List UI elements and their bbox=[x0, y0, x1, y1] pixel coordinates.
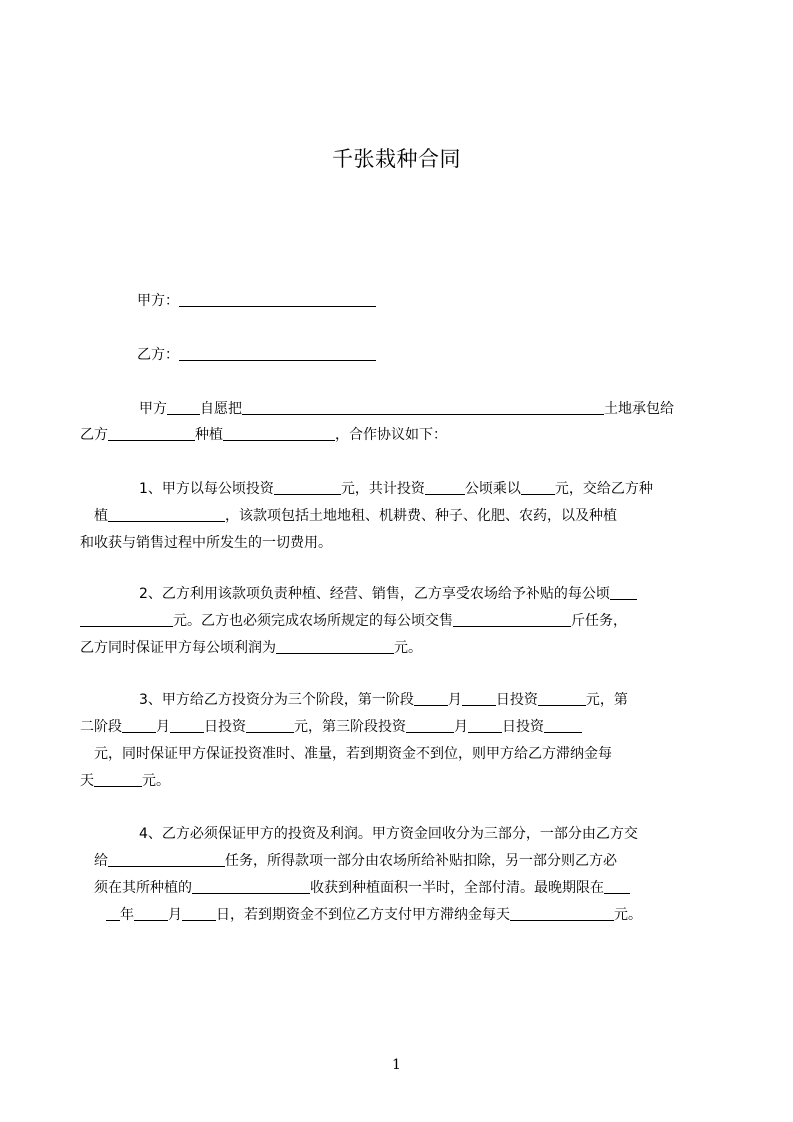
blank[interactable] bbox=[223, 426, 335, 441]
clause1-line-2 bbox=[94, 507, 617, 525]
clause3-line-3 bbox=[94, 745, 612, 763]
text: 元。乙方也必须完成农场所规定的每公顷交售 bbox=[173, 613, 453, 629]
text: 元，共计投资 bbox=[340, 481, 425, 497]
text: 日投资 bbox=[204, 719, 246, 735]
party-b-line bbox=[137, 346, 376, 364]
text: 元，同时保证甲方保证投资准时、准量，若到期资金不到位，则甲方给乙方滞纳金每 bbox=[94, 746, 612, 762]
text: 给 bbox=[94, 853, 108, 869]
blank[interactable] bbox=[425, 480, 465, 495]
blank[interactable] bbox=[108, 507, 225, 522]
text: 乙方 bbox=[80, 427, 108, 443]
blank[interactable] bbox=[94, 772, 142, 787]
blank[interactable] bbox=[108, 852, 225, 867]
blank[interactable] bbox=[544, 718, 582, 733]
text: 2、乙方利用该款项负责种植、经营、销售，乙方享受农场给予补贴的每公顷 bbox=[139, 586, 610, 602]
clause2-line-2 bbox=[80, 612, 627, 630]
blank[interactable] bbox=[246, 718, 294, 733]
text: 月 bbox=[454, 719, 468, 735]
party-b-blank[interactable] bbox=[179, 346, 376, 361]
text: 土地承包给 bbox=[604, 401, 674, 417]
blank[interactable] bbox=[538, 691, 586, 706]
blank[interactable] bbox=[167, 400, 200, 415]
text: 收获到种植面积一半时，全部付清。最晚期限在 bbox=[310, 880, 604, 896]
text: 元。 bbox=[614, 907, 642, 923]
text: 元，第 bbox=[585, 692, 628, 708]
clause4-line-3 bbox=[94, 879, 630, 897]
blank[interactable] bbox=[134, 906, 168, 921]
blank[interactable] bbox=[170, 718, 204, 733]
text: 天 bbox=[80, 773, 94, 789]
blank[interactable] bbox=[122, 718, 156, 733]
blank[interactable] bbox=[274, 480, 341, 495]
blank[interactable] bbox=[192, 879, 310, 894]
text: 元。 bbox=[142, 773, 170, 789]
text: 种植 bbox=[195, 427, 223, 443]
clause3-line-1 bbox=[139, 691, 628, 709]
text: 3、甲方给乙方投资分为三个阶段，第一阶段 bbox=[139, 692, 414, 708]
text: 甲方 bbox=[139, 401, 167, 417]
blank[interactable] bbox=[108, 426, 195, 441]
clause4-line-2 bbox=[94, 852, 617, 870]
blank[interactable] bbox=[414, 691, 448, 706]
blank[interactable] bbox=[462, 691, 496, 706]
blank[interactable] bbox=[406, 718, 454, 733]
text: 元，交给乙方种 bbox=[554, 481, 653, 497]
blank[interactable] bbox=[242, 400, 604, 415]
text: 须在其所种植的 bbox=[94, 880, 192, 896]
party-a-blank[interactable] bbox=[179, 292, 376, 307]
blank[interactable] bbox=[604, 879, 630, 894]
clause1-line-3 bbox=[80, 534, 332, 552]
text: ，合作协议如下： bbox=[335, 427, 447, 443]
text: 二阶段 bbox=[80, 719, 122, 735]
text: 日投资 bbox=[495, 692, 538, 708]
party-b-label: 乙方： bbox=[137, 347, 179, 363]
clause4-line-1 bbox=[139, 825, 638, 843]
text: ，该款项包括土地地租、机耕费、种子、化肥、农药，以及种植 bbox=[225, 508, 617, 524]
blank[interactable] bbox=[453, 612, 571, 627]
blank[interactable] bbox=[80, 612, 173, 627]
text: 月 bbox=[156, 719, 170, 735]
clause2-line-3 bbox=[80, 639, 422, 657]
blank[interactable] bbox=[182, 906, 216, 921]
text: 日投资 bbox=[502, 719, 544, 735]
blank[interactable] bbox=[468, 718, 502, 733]
intro-line-2 bbox=[80, 426, 447, 444]
text: 斤任务， bbox=[571, 613, 627, 629]
text: 1、甲方以每公顷投资 bbox=[139, 481, 274, 497]
blank[interactable] bbox=[510, 906, 614, 921]
party-a-label: 甲方： bbox=[137, 293, 179, 309]
text: 年 bbox=[120, 907, 134, 923]
text: 植 bbox=[94, 508, 108, 524]
text: 元。 bbox=[394, 640, 422, 656]
blank[interactable] bbox=[521, 480, 555, 495]
blank[interactable] bbox=[610, 585, 637, 600]
clause3-line-2 bbox=[80, 718, 582, 736]
intro-line-1 bbox=[139, 400, 674, 418]
text: 月 bbox=[168, 907, 182, 923]
text: 元，第三阶段投资 bbox=[294, 719, 406, 735]
page-number: 1 bbox=[392, 1057, 401, 1073]
text: 和收获与销售过程中所发生的一切费用。 bbox=[80, 535, 332, 551]
blank[interactable] bbox=[106, 906, 120, 921]
text: 4、乙方必须保证甲方的投资及利润。甲方资金回收分为三部分，一部分由乙方交 bbox=[139, 826, 638, 842]
blank[interactable] bbox=[276, 639, 394, 654]
party-a-line bbox=[137, 292, 376, 310]
document-title: 千张栽种合同 bbox=[332, 147, 461, 171]
text: 任务，所得款项一部分由农场所给补贴扣除，另一部分则乙方必 bbox=[225, 853, 617, 869]
clause2-line-1 bbox=[139, 585, 637, 603]
text: 月 bbox=[447, 692, 462, 708]
clause3-line-4 bbox=[80, 772, 170, 790]
text: 日，若到期资金不到位乙方支付甲方滞纳金每天 bbox=[216, 907, 510, 923]
clause4-line-4 bbox=[106, 906, 642, 924]
clause1-line-1 bbox=[139, 480, 653, 498]
text: 乙方同时保证甲方每公顷利润为 bbox=[80, 640, 276, 656]
text: 自愿把 bbox=[200, 401, 242, 417]
text: 公顷乘以 bbox=[464, 481, 521, 497]
